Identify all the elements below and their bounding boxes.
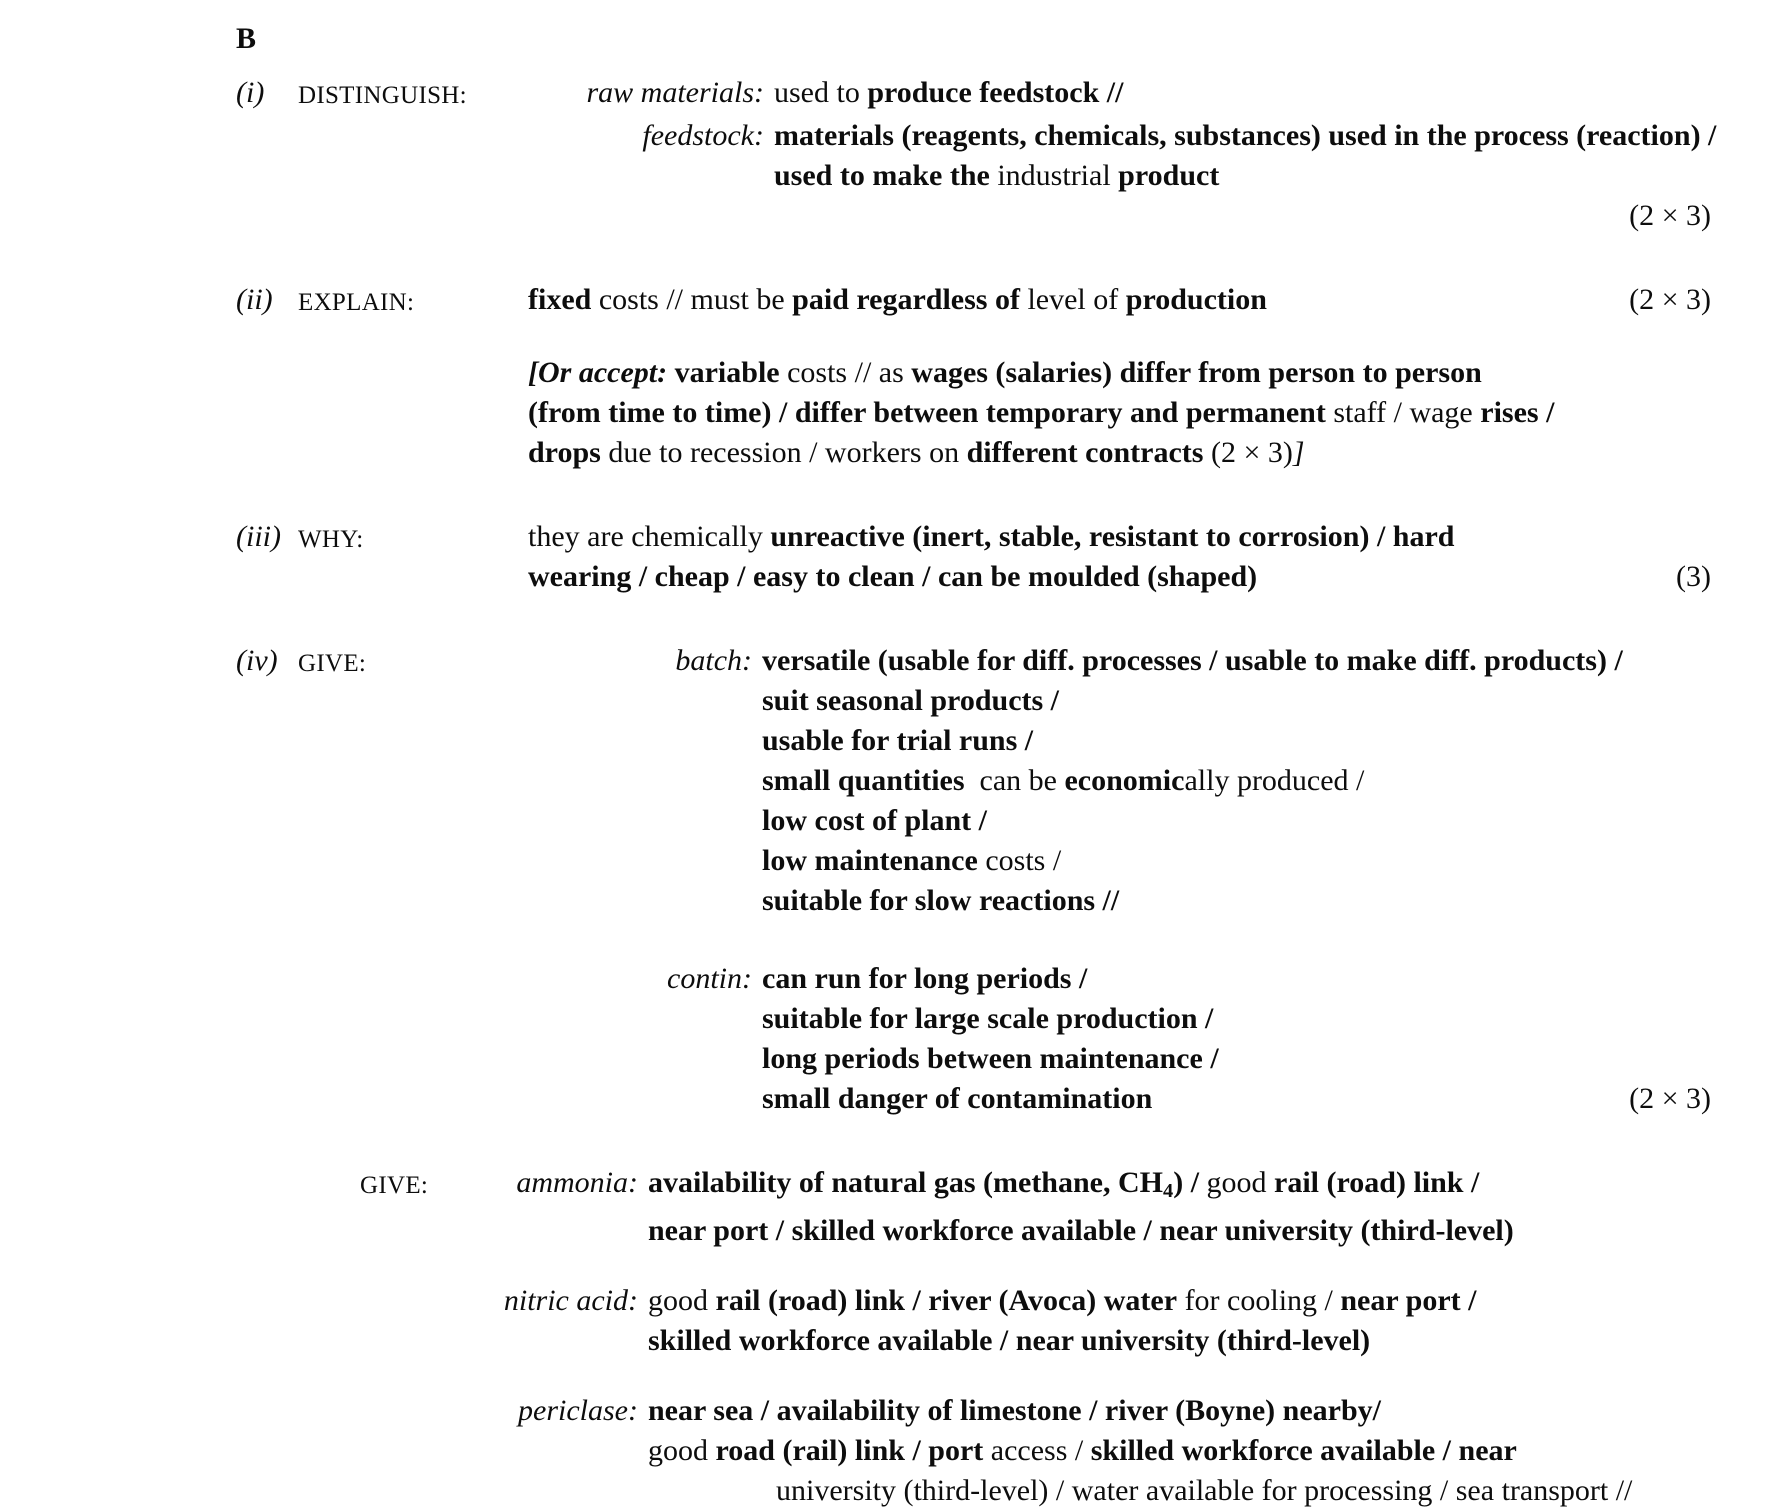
question-verb-give-locations: GIVE: — [360, 1172, 429, 1199]
verb-spacer — [298, 959, 528, 1002]
question-row-iv-batch — [0, 641, 1773, 921]
verb-spacer — [298, 353, 528, 396]
page-body — [0, 22, 1773, 1508]
marks-iv: (2 × 3) — [1629, 1082, 1711, 1115]
question-marker-iv: (iv) — [236, 644, 278, 677]
marks-iii: (3) — [1676, 560, 1711, 593]
verb-spacer — [360, 1281, 466, 1324]
question-row-ii-or-accept — [0, 353, 1773, 473]
question-verb-ii: EXPLAIN: — [298, 289, 415, 316]
top-cut-text — [0, 0, 1773, 6]
question-verb-iii: WHY: — [298, 526, 364, 553]
answer-plastics-properties: they are chemically unreactive (inert, stable, resistant to corrosion) / hard wearing / cheap / easy to clean / can be moulded (shaped) — [528, 520, 1455, 593]
question-marker-i: (i) — [236, 76, 265, 109]
answer-raw-materials: used to produce feedstock // — [774, 76, 1124, 109]
answer-ammonia-location: availability of natural gas (methane, $CH_4$) / good rail (road) link / near port / skilled workforce available / near university (third-level) — [648, 1166, 1514, 1248]
question-row-i — [0, 73, 1773, 116]
answer-or-accept-variable-costs: [Or accept: variable costs // as wages (salaries) differ from person to person (from time to time) / differ between temporary and permanent staff / wage rises / drops due to recession / workers on different contracts (2 × 3)] — [528, 356, 1555, 469]
clipped-bottom-line: university (third-level) / water available for processing / sea transport // — [776, 1474, 1633, 1508]
marks-ii: (2 × 3) — [1629, 283, 1711, 316]
marks-i: (2 × 3) — [1629, 199, 1711, 232]
question-verb-iv: GIVE: — [298, 650, 367, 677]
marks-spacer — [1561, 353, 1773, 393]
question-row-ii — [0, 280, 1773, 323]
verb-spacer — [298, 116, 528, 159]
answer-continuous-advantages: can run for long periods / suitable for large scale production / long periods between maintenance / small danger of contamination — [762, 962, 1219, 1115]
question-row-iv-contin — [0, 959, 1773, 1119]
sublabel-feedstock: feedstock: — [642, 119, 764, 152]
sublabel-ammonia: ammonia: — [516, 1166, 638, 1199]
answer-fixed-costs: fixed costs // must be paid regardless of level of production — [528, 283, 1267, 316]
question-row-give-nitric-acid — [0, 1281, 1773, 1361]
sublabel-nitric-acid: nitric acid: — [503, 1284, 638, 1318]
sublabel-batch: batch: — [675, 644, 752, 677]
question-row-give-periclase — [0, 1391, 1773, 1471]
question-row-i-feedstock — [0, 116, 1773, 196]
sublabel-raw-materials: raw materials: — [586, 76, 764, 109]
question-row-iii — [0, 517, 1773, 597]
answer-nitric-acid-location: good rail (road) link / river (Avoca) water for cooling / near port / skilled workforce available / near university (third-level) — [648, 1284, 1477, 1358]
question-verb-i: DISTINGUISH: — [298, 82, 467, 109]
question-marker-iii: (iii) — [236, 520, 281, 553]
question-row-give-ammonia — [0, 1163, 1773, 1251]
verb-spacer — [360, 1391, 466, 1434]
question-marker-ii: (ii) — [236, 283, 273, 316]
answer-periclase-location: near sea / availability of limestone / river (Boyne) nearby/ good road (rail) link / port access / skilled workforce available / near — [648, 1394, 1517, 1468]
sublabel-contin: contin: — [667, 962, 752, 995]
sublabel-periclase: periclase: — [518, 1394, 638, 1428]
section-letter: B — [236, 22, 257, 55]
answer-feedstock: materials (reagents, chemicals, substances) used in the process (reaction) / used to make the industrial product — [774, 119, 1717, 192]
answer-batch-advantages: versatile (usable for diff. processes / usable to make diff. products) / suit seasonal products / usable for trial runs / small quantities can be economically produced / low cost of plant / low maintenance costs / suitable for slow reactions // — [762, 644, 1623, 917]
